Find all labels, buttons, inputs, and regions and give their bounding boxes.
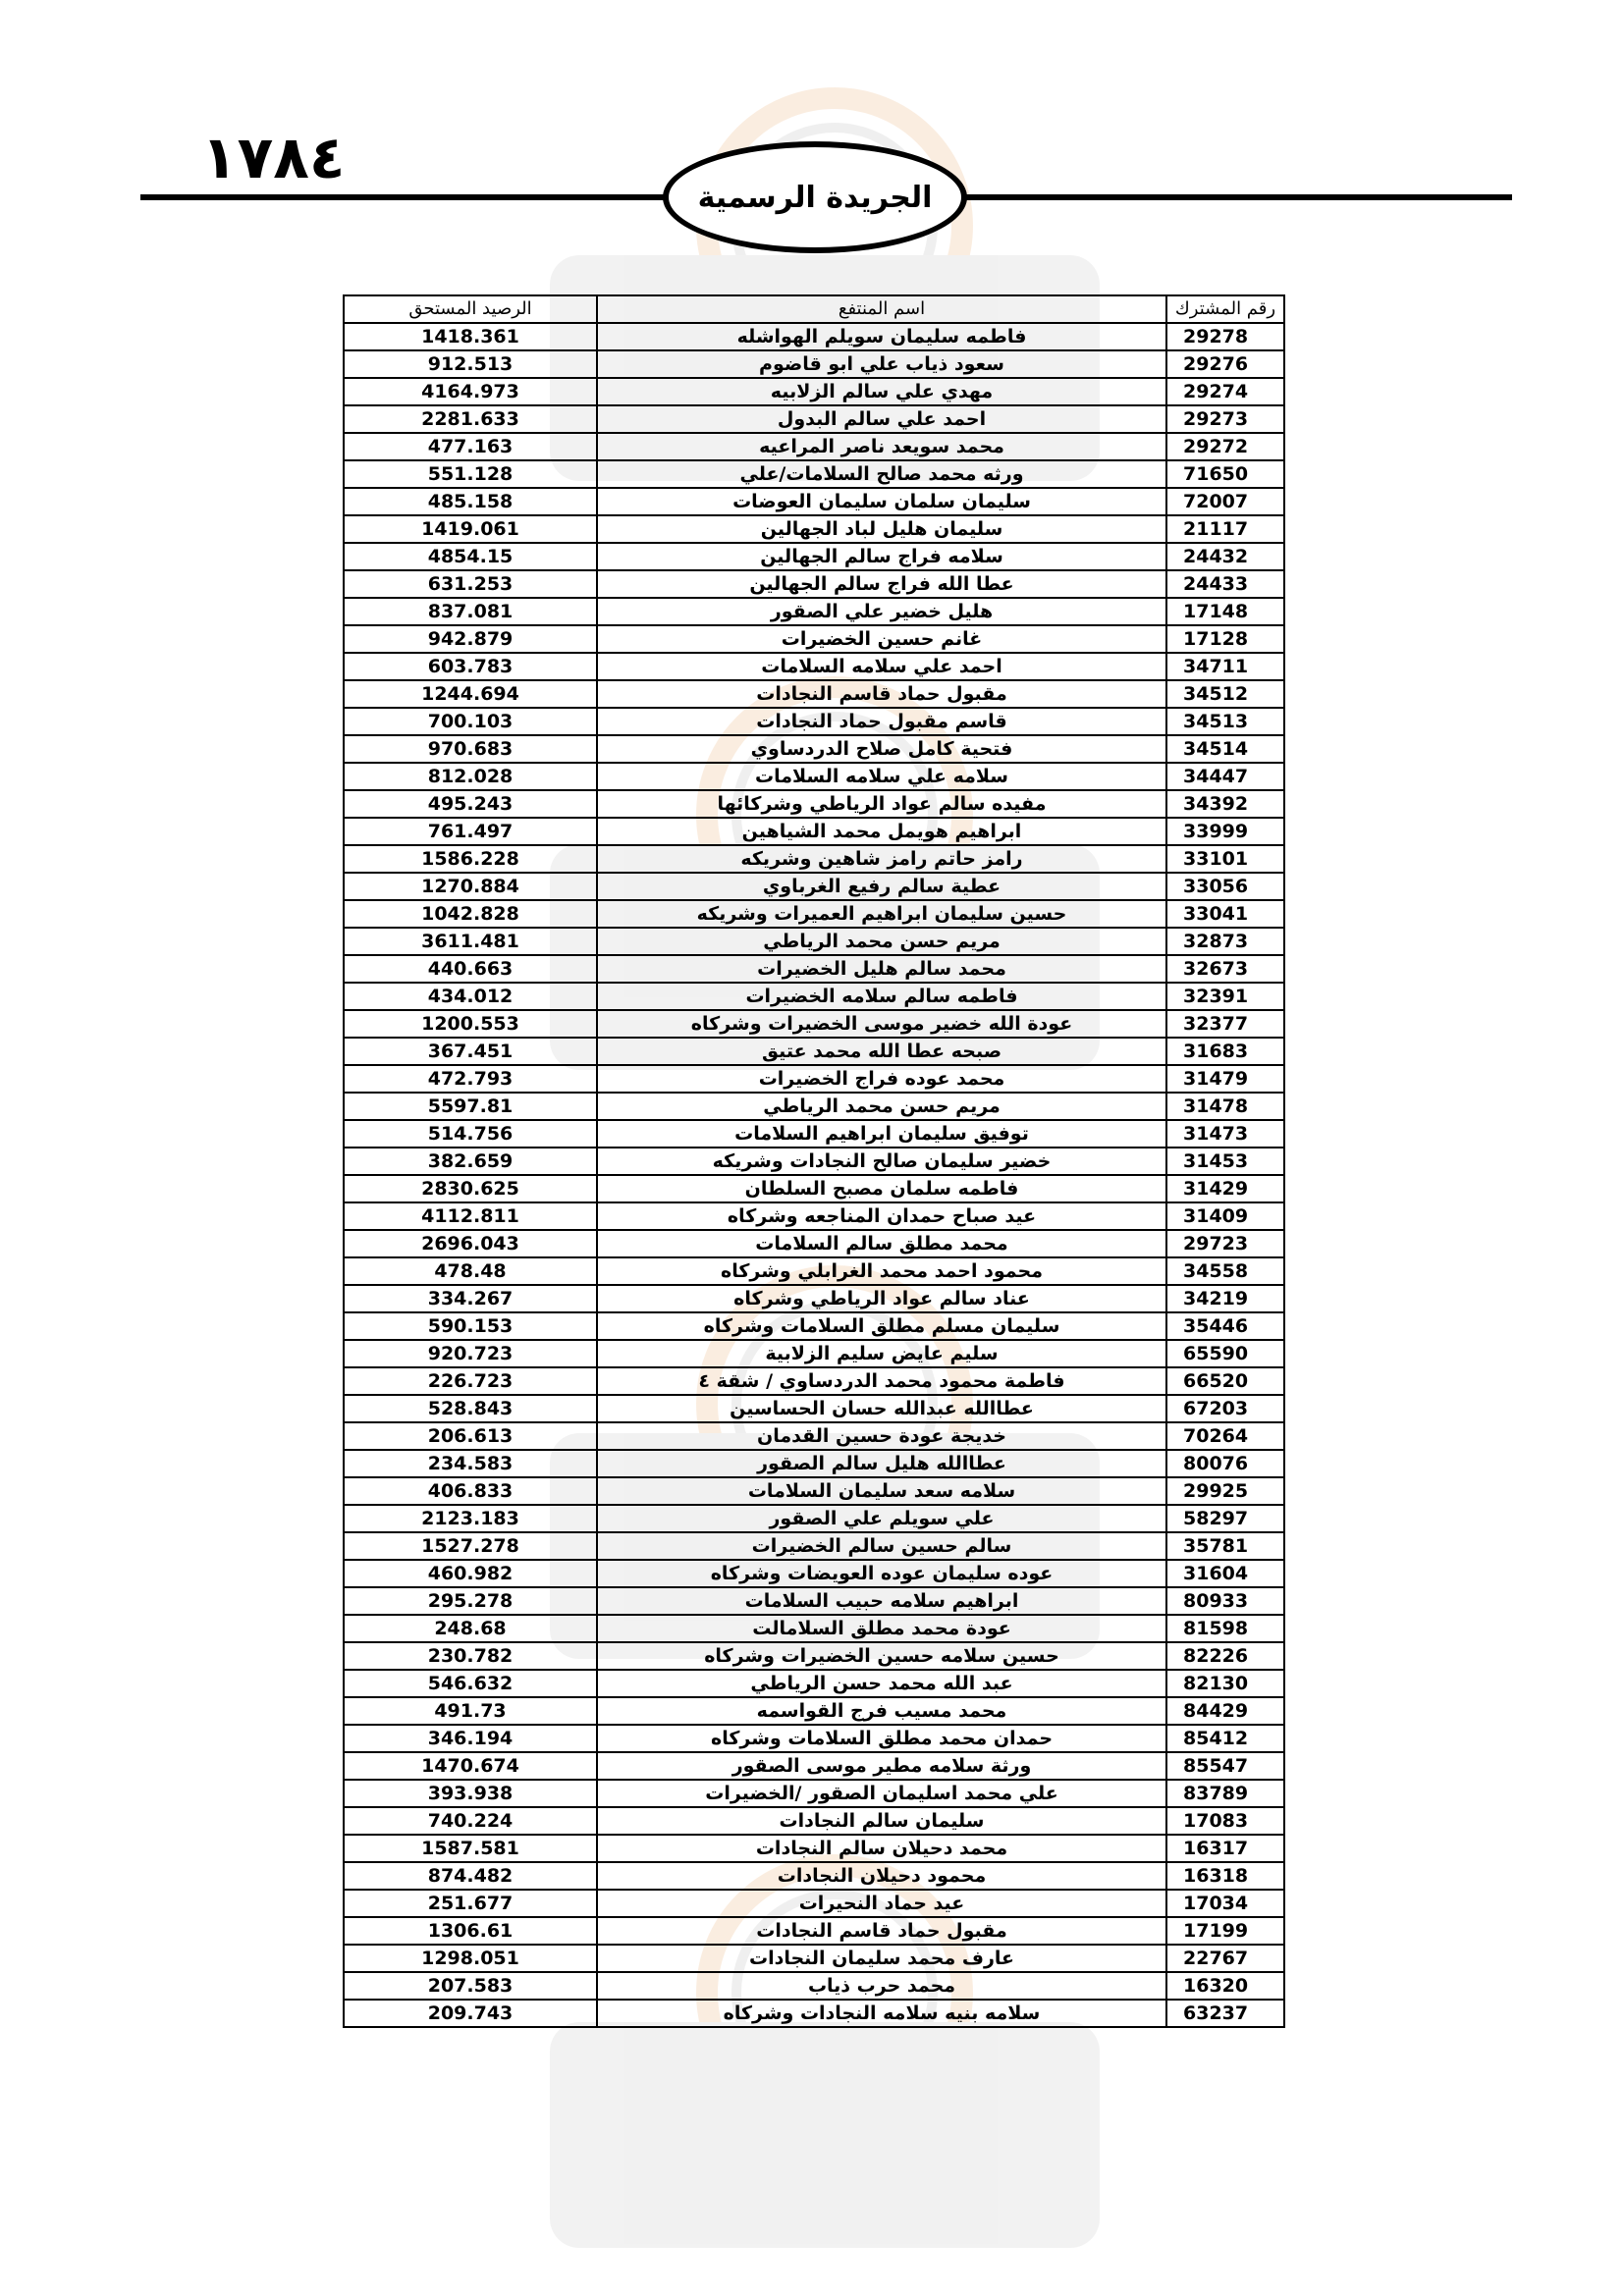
cell-name: محمود احمد محمد الغرابلي وشركاه — [597, 1257, 1166, 1285]
cell-balance: 1587.581 — [344, 1835, 597, 1862]
cell-name: عوده سليمان عوده العويضات وشركاه — [597, 1560, 1166, 1587]
cell-balance: 4164.973 — [344, 378, 597, 405]
cell-subscriber-id: 31683 — [1166, 1038, 1284, 1065]
cell-subscriber-id: 33056 — [1166, 873, 1284, 900]
table-row — [344, 900, 1284, 928]
cell-name: سليم عايض سليم الزلابية — [597, 1340, 1166, 1367]
cell-name: حسين سلامه حسين الخضيرات وشركاه — [597, 1642, 1166, 1670]
cell-subscriber-id: 17034 — [1166, 1890, 1284, 1917]
cell-subscriber-id: 34711 — [1166, 653, 1284, 680]
gazette-title-oval — [663, 141, 967, 253]
table-row — [344, 955, 1284, 983]
cell-balance: 2281.633 — [344, 405, 597, 433]
cell-name: مقبول حماد قاسم النجادات — [597, 1917, 1166, 1945]
cell-name: مريم حسن محمد الرياطي — [597, 1093, 1166, 1120]
table-row — [344, 460, 1284, 488]
cell-balance: 2696.043 — [344, 1230, 597, 1257]
cell-subscriber-id: 66520 — [1166, 1367, 1284, 1395]
cell-subscriber-id: 31453 — [1166, 1148, 1284, 1175]
table-row — [344, 1532, 1284, 1560]
cell-name: محمد دحيلان سالم النجادات — [597, 1835, 1166, 1862]
cell-balance: 206.613 — [344, 1422, 597, 1450]
cell-balance: 1298.051 — [344, 1945, 597, 1972]
cell-balance: 1270.884 — [344, 873, 597, 900]
cell-subscriber-id: 34447 — [1166, 763, 1284, 790]
cell-subscriber-id: 80933 — [1166, 1587, 1284, 1615]
cell-balance: 406.833 — [344, 1477, 597, 1505]
cell-balance: 528.843 — [344, 1395, 597, 1422]
cell-balance: 1200.553 — [344, 1010, 597, 1038]
table-row — [344, 1752, 1284, 1780]
cell-name: محمد مطلق سالم السلامات — [597, 1230, 1166, 1257]
table-header-row — [344, 295, 1284, 323]
table-row — [344, 1010, 1284, 1038]
cell-subscriber-id: 34558 — [1166, 1257, 1284, 1285]
cell-balance: 393.938 — [344, 1780, 597, 1807]
table-row — [344, 1367, 1284, 1395]
cell-name: رامز حاتم رامز شاهين وشريكه — [597, 845, 1166, 873]
cell-name: ابراهيم سلامه حبيب السلامات — [597, 1587, 1166, 1615]
cell-balance: 740.224 — [344, 1807, 597, 1835]
table-row — [344, 1148, 1284, 1175]
cell-balance: 1586.228 — [344, 845, 597, 873]
table-row — [344, 1257, 1284, 1285]
table-row — [344, 1890, 1284, 1917]
cell-subscriber-id: 67203 — [1166, 1395, 1284, 1422]
table-row — [344, 1697, 1284, 1725]
cell-name: خديجة عودة حسين القدمان — [597, 1422, 1166, 1450]
cell-subscriber-id: 22767 — [1166, 1945, 1284, 1972]
cell-subscriber-id: 34513 — [1166, 708, 1284, 735]
cell-balance: 472.793 — [344, 1065, 597, 1093]
table-row — [344, 488, 1284, 515]
table-row — [344, 1230, 1284, 1257]
cell-subscriber-id: 16317 — [1166, 1835, 1284, 1862]
table-row — [344, 598, 1284, 625]
cell-name: ابراهيم هويمل محمد الشياهين — [597, 818, 1166, 845]
cell-balance: 514.756 — [344, 1120, 597, 1148]
table-row — [344, 1285, 1284, 1312]
cell-balance: 920.723 — [344, 1340, 597, 1367]
cell-name: سليمان هليل لباد الجهالين — [597, 515, 1166, 543]
cell-balance: 485.158 — [344, 488, 597, 515]
table-row — [344, 570, 1284, 598]
cell-balance: 251.677 — [344, 1890, 597, 1917]
cell-name: علي سويلم علي الصقور — [597, 1505, 1166, 1532]
cell-name: سعود ذياب علي ابو قاضوم — [597, 350, 1166, 378]
cell-subscriber-id: 35446 — [1166, 1312, 1284, 1340]
cell-name: مريم حسن محمد الرياطي — [597, 928, 1166, 955]
cell-name: سليمان سالم النجادات — [597, 1807, 1166, 1835]
cell-name: عودة الله خضير موسى الخضيرات وشركاه — [597, 1010, 1166, 1038]
cell-balance: 1418.361 — [344, 323, 597, 350]
table-row — [344, 1835, 1284, 1862]
cell-balance: 603.783 — [344, 653, 597, 680]
cell-subscriber-id: 34219 — [1166, 1285, 1284, 1312]
table-row — [344, 405, 1284, 433]
cell-name: عطية سالم رفيع الغرباوي — [597, 873, 1166, 900]
cell-subscriber-id: 29274 — [1166, 378, 1284, 405]
cell-subscriber-id: 34514 — [1166, 735, 1284, 763]
cell-name: عارف محمد سليمان النجادات — [597, 1945, 1166, 1972]
table-row — [344, 1560, 1284, 1587]
table-row — [344, 763, 1284, 790]
cell-subscriber-id: 34392 — [1166, 790, 1284, 818]
table-row — [344, 543, 1284, 570]
cell-balance: 230.782 — [344, 1642, 597, 1670]
table-row — [344, 818, 1284, 845]
cell-subscriber-id: 85412 — [1166, 1725, 1284, 1752]
cell-subscriber-id: 29276 — [1166, 350, 1284, 378]
table-row — [344, 1807, 1284, 1835]
cell-subscriber-id: 31429 — [1166, 1175, 1284, 1202]
cell-subscriber-id: 32377 — [1166, 1010, 1284, 1038]
cell-name: فاطمة محمود محمد الدردساوي / شقة ٤ — [597, 1367, 1166, 1395]
gazette-title: الجريدة الرسمية — [697, 180, 933, 215]
cell-balance: 367.451 — [344, 1038, 597, 1065]
cell-name: سليمان سلمان سليمان العوضات — [597, 488, 1166, 515]
cell-balance: 226.723 — [344, 1367, 597, 1395]
cell-subscriber-id: 17083 — [1166, 1807, 1284, 1835]
column-header-name: اسم المنتفع — [597, 295, 1166, 323]
table-row — [344, 1505, 1284, 1532]
cell-balance: 495.243 — [344, 790, 597, 818]
cell-subscriber-id: 29272 — [1166, 433, 1284, 460]
table-row — [344, 1395, 1284, 1422]
cell-balance: 295.278 — [344, 1587, 597, 1615]
cell-subscriber-id: 33101 — [1166, 845, 1284, 873]
cell-subscriber-id: 32673 — [1166, 955, 1284, 983]
cell-name: محمد عوده فراج الخضيرات — [597, 1065, 1166, 1093]
cell-name: عبد الله محمد حسن الرياطي — [597, 1670, 1166, 1697]
cell-balance: 434.012 — [344, 983, 597, 1010]
cell-name: صبحه عطا الله محمد عتيق — [597, 1038, 1166, 1065]
cell-balance: 700.103 — [344, 708, 597, 735]
table-row — [344, 625, 1284, 653]
table-row — [344, 873, 1284, 900]
table-row — [344, 1340, 1284, 1367]
cell-balance: 346.194 — [344, 1725, 597, 1752]
cell-balance: 5597.81 — [344, 1093, 597, 1120]
cell-balance: 334.267 — [344, 1285, 597, 1312]
cell-balance: 4112.811 — [344, 1202, 597, 1230]
cell-balance: 3611.481 — [344, 928, 597, 955]
cell-balance: 477.163 — [344, 433, 597, 460]
cell-subscriber-id: 17148 — [1166, 598, 1284, 625]
table-row — [344, 1642, 1284, 1670]
cell-balance: 546.632 — [344, 1670, 597, 1697]
cell-name: عيد صباح حمدان المناجعه وشركاه — [597, 1202, 1166, 1230]
cell-subscriber-id: 31478 — [1166, 1093, 1284, 1120]
table-row — [344, 350, 1284, 378]
cell-name: سلامه سعد سليمان السلامات — [597, 1477, 1166, 1505]
table-row — [344, 653, 1284, 680]
cell-subscriber-id: 80076 — [1166, 1450, 1284, 1477]
cell-name: احمد علي سالم البدول — [597, 405, 1166, 433]
table-row — [344, 790, 1284, 818]
table-row — [344, 1065, 1284, 1093]
table-row — [344, 1477, 1284, 1505]
table-row — [344, 1175, 1284, 1202]
cell-balance: 491.73 — [344, 1697, 597, 1725]
cell-subscriber-id: 35781 — [1166, 1532, 1284, 1560]
cell-subscriber-id: 29273 — [1166, 405, 1284, 433]
cell-name: مفيده سالم عواد الرياطي وشركائها — [597, 790, 1166, 818]
cell-balance: 478.48 — [344, 1257, 597, 1285]
cell-name: محمود دحيلان النجادات — [597, 1862, 1166, 1890]
cell-subscriber-id: 81598 — [1166, 1615, 1284, 1642]
cell-name: خضير سليمان صالح النجادات وشريكه — [597, 1148, 1166, 1175]
cell-balance: 837.081 — [344, 598, 597, 625]
cell-subscriber-id: 32391 — [1166, 983, 1284, 1010]
cell-subscriber-id: 33041 — [1166, 900, 1284, 928]
cell-name: محمد سالم هليل الخضيرات — [597, 955, 1166, 983]
cell-name: حسين سليمان ابراهيم العميرات وشريكه — [597, 900, 1166, 928]
cell-subscriber-id: 29925 — [1166, 1477, 1284, 1505]
cell-subscriber-id: 24432 — [1166, 543, 1284, 570]
cell-balance: 460.982 — [344, 1560, 597, 1587]
cell-name: عطا الله فراج سالم الجهالين — [597, 570, 1166, 598]
cell-balance: 1470.674 — [344, 1752, 597, 1780]
cell-balance: 207.583 — [344, 1972, 597, 2000]
table-row — [344, 433, 1284, 460]
table-row — [344, 1587, 1284, 1615]
table-row — [344, 2000, 1284, 2027]
cell-balance: 382.659 — [344, 1148, 597, 1175]
table-row — [344, 1120, 1284, 1148]
cell-balance: 631.253 — [344, 570, 597, 598]
subscribers-table — [343, 294, 1285, 2028]
table-row — [344, 845, 1284, 873]
cell-balance: 248.68 — [344, 1615, 597, 1642]
cell-name: عطاالله عبدالله حسان الحساسين — [597, 1395, 1166, 1422]
table-row — [344, 378, 1284, 405]
cell-subscriber-id: 24433 — [1166, 570, 1284, 598]
cell-subscriber-id: 29723 — [1166, 1230, 1284, 1257]
table-body — [344, 323, 1284, 2027]
cell-balance: 1527.278 — [344, 1532, 597, 1560]
cell-balance: 1419.061 — [344, 515, 597, 543]
table-row — [344, 1450, 1284, 1477]
cell-name: احمد علي سلامه السلامات — [597, 653, 1166, 680]
cell-name: فاطمه سليمان سويلم الهواشله — [597, 323, 1166, 350]
cell-balance: 590.153 — [344, 1312, 597, 1340]
table-row — [344, 680, 1284, 708]
cell-balance: 2123.183 — [344, 1505, 597, 1532]
cell-name: علي محمد اسليمان الصقور /الخضيرات — [597, 1780, 1166, 1807]
cell-balance: 1306.61 — [344, 1917, 597, 1945]
table-row — [344, 1917, 1284, 1945]
page-number: ١٧٨٤ — [201, 124, 346, 192]
cell-subscriber-id: 70264 — [1166, 1422, 1284, 1450]
cell-balance: 761.497 — [344, 818, 597, 845]
cell-name: قاسم مقبول حماد النجادات — [597, 708, 1166, 735]
cell-subscriber-id: 58297 — [1166, 1505, 1284, 1532]
cell-subscriber-id: 17199 — [1166, 1917, 1284, 1945]
table-row — [344, 515, 1284, 543]
table-row — [344, 1945, 1284, 1972]
cell-subscriber-id: 72007 — [1166, 488, 1284, 515]
table-row — [344, 983, 1284, 1010]
cell-name: محمد سويعد ناصر المراعيه — [597, 433, 1166, 460]
table-row — [344, 1038, 1284, 1065]
cell-name: سليمان مسلم مطلق السلامات وشركاه — [597, 1312, 1166, 1340]
cell-subscriber-id: 29278 — [1166, 323, 1284, 350]
cell-subscriber-id: 17128 — [1166, 625, 1284, 653]
cell-name: محمد حرب ذياب — [597, 1972, 1166, 2000]
cell-name: حمدان محمد مطلق السلامات وشركاه — [597, 1725, 1166, 1752]
table-row — [344, 1093, 1284, 1120]
cell-subscriber-id: 33999 — [1166, 818, 1284, 845]
cell-subscriber-id: 63237 — [1166, 2000, 1284, 2027]
cell-balance: 942.879 — [344, 625, 597, 653]
cell-name: فاطمه سالم سلامه الخضيرات — [597, 983, 1166, 1010]
cell-balance: 1244.694 — [344, 680, 597, 708]
cell-balance: 912.513 — [344, 350, 597, 378]
table-row — [344, 1972, 1284, 2000]
cell-subscriber-id: 32873 — [1166, 928, 1284, 955]
table-row — [344, 708, 1284, 735]
cell-subscriber-id: 31409 — [1166, 1202, 1284, 1230]
cell-name: عناد سالم عواد الرياطي وشركاه — [597, 1285, 1166, 1312]
cell-balance: 970.683 — [344, 735, 597, 763]
table-row — [344, 323, 1284, 350]
cell-name: سلامه فراج سالم الجهالين — [597, 543, 1166, 570]
cell-subscriber-id: 16318 — [1166, 1862, 1284, 1890]
cell-name: سلامه بنيه سلامه النجادات وشركاه — [597, 2000, 1166, 2027]
cell-name: مقبول حماد قاسم النجادات — [597, 680, 1166, 708]
table-row — [344, 1615, 1284, 1642]
cell-balance: 551.128 — [344, 460, 597, 488]
table-row — [344, 1312, 1284, 1340]
table-row — [344, 1202, 1284, 1230]
cell-subscriber-id: 65590 — [1166, 1340, 1284, 1367]
cell-subscriber-id: 71650 — [1166, 460, 1284, 488]
cell-subscriber-id: 16320 — [1166, 1972, 1284, 2000]
cell-balance: 440.663 — [344, 955, 597, 983]
cell-name: عطاالله هليل سالم الصقور — [597, 1450, 1166, 1477]
cell-name: عودة محمد مطلق السلامالت — [597, 1615, 1166, 1642]
cell-balance: 874.482 — [344, 1862, 597, 1890]
cell-subscriber-id: 82130 — [1166, 1670, 1284, 1697]
cell-balance: 2830.625 — [344, 1175, 597, 1202]
column-header-balance: الرصيد المستحق — [344, 295, 597, 323]
cell-balance: 234.583 — [344, 1450, 597, 1477]
cell-name: توفيق سليمان ابراهيم السلامات — [597, 1120, 1166, 1148]
column-header-id: رقم المشترك — [1166, 295, 1284, 323]
cell-name: غانم حسين الخضيرات — [597, 625, 1166, 653]
table-row — [344, 735, 1284, 763]
table-row — [344, 1780, 1284, 1807]
cell-subscriber-id: 85547 — [1166, 1752, 1284, 1780]
cell-balance: 1042.828 — [344, 900, 597, 928]
cell-name: محمد مسيب فرج القواسمه — [597, 1697, 1166, 1725]
table-row — [344, 1862, 1284, 1890]
cell-name: ورثه محمد صالح السلامات/علي — [597, 460, 1166, 488]
table-row — [344, 1422, 1284, 1450]
cell-subscriber-id: 82226 — [1166, 1642, 1284, 1670]
cell-subscriber-id: 34512 — [1166, 680, 1284, 708]
cell-name: فتحية كامل صلاح الدردساوي — [597, 735, 1166, 763]
cell-name: سلامه علي سلامه السلامات — [597, 763, 1166, 790]
cell-subscriber-id: 84429 — [1166, 1697, 1284, 1725]
table-row — [344, 928, 1284, 955]
cell-subscriber-id: 31473 — [1166, 1120, 1284, 1148]
cell-name: عيد حماد النحيرات — [597, 1890, 1166, 1917]
cell-subscriber-id: 83789 — [1166, 1780, 1284, 1807]
table-row — [344, 1725, 1284, 1752]
cell-name: سالم حسين سالم الخضيرات — [597, 1532, 1166, 1560]
cell-subscriber-id: 21117 — [1166, 515, 1284, 543]
cell-name: هليل خضير علي الصقور — [597, 598, 1166, 625]
cell-subscriber-id: 31479 — [1166, 1065, 1284, 1093]
cell-name: مهدي علي سالم الزلابيه — [597, 378, 1166, 405]
cell-subscriber-id: 31604 — [1166, 1560, 1284, 1587]
cell-balance: 4854.15 — [344, 543, 597, 570]
cell-balance: 812.028 — [344, 763, 597, 790]
cell-name: ورثة سلامه مطير موسى الصقور — [597, 1752, 1166, 1780]
cell-name: فاطمه سلمان مصبح السلطان — [597, 1175, 1166, 1202]
table-row — [344, 1670, 1284, 1697]
cell-balance: 209.743 — [344, 2000, 597, 2027]
